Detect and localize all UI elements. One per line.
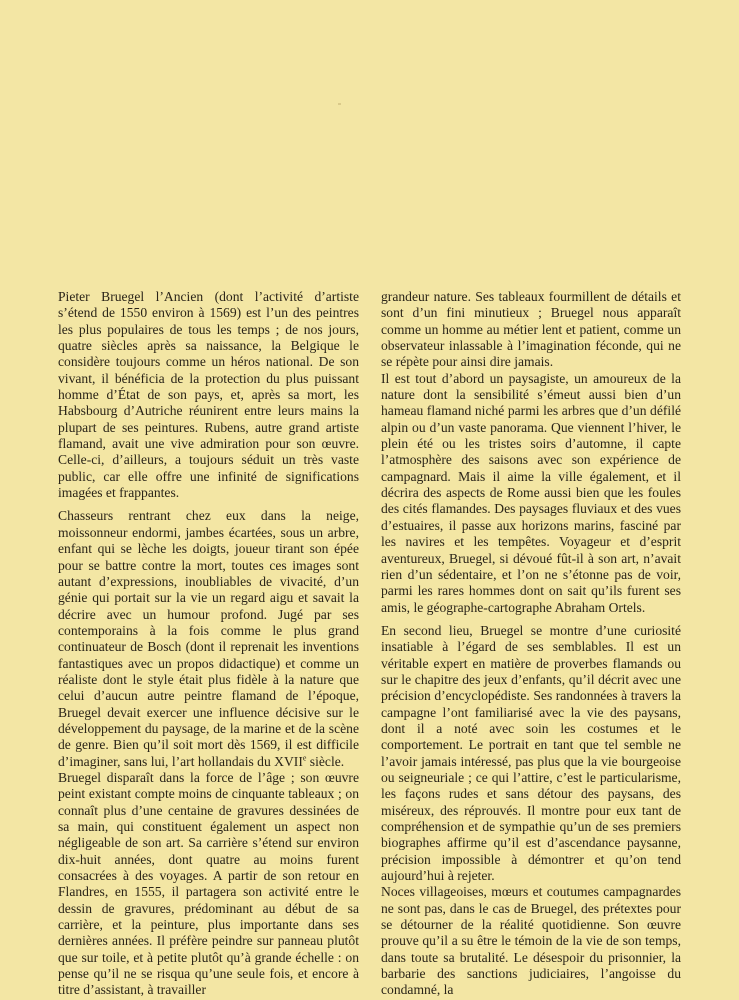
paragraph-scale: grandeur nature. Ses tableaux fourmillent de détails et sont d’un fini minutieux ; Bruegel nous apparaît comme un homme au métier lent et patient, comme un observateur inlassable à l’imagination féconde, qui ne se répète pour ainsi dire jamais.: [381, 289, 681, 370]
paragraph-intro: Pieter Bruegel l’Ancien (dont l’activité d’artiste s’étend de 1550 environ à 1569) est l’un des peintres les plus populaires de tous les temps ; de nos jours, quatre siècles après sa naissance, la Belgique le considère toujours comme un héros national. De son vivant, il bénéficia de la protection du plus puissant homme d’État de son pays, et, après sa mort, les Habsbourg d’Autriche réunirent entre leurs mains la plupart de ses peintures. Rubens, autre grand artiste flamand, avait une vive admiration pour son œuvre. Celle-ci, d’ailleurs, a toujours séduit un très vaste public, car elle offre une infinité de significations imagées et frappantes.: [58, 289, 359, 501]
paragraph-images-text: Chasseurs rentrant chez eux dans la neige, moissonneur endormi, jambes écartées, sous un arbre, enfant qui se lèche les doigts, joueur tirant son épée pour se battre contre la mort, toutes ces images sont autant d’expressions, inoubliables de vivacité, d’un génie qui portait sur la vie un regard aigu et savait la décrire avec un humour profond. Jugé par ses contemporains à la fois comme le plus grand continuateur de Bosch (dont il reprenait les inventions fantastiques avec un propos didactique) et comme un réaliste dont le style était plus fidèle à la nature que celui d’aucun autre peintre flamand de l’époque, Bruegel devait exercer une influence décisive sur le développement du paysage, de la marine et de la scène de genre. Bien qu’il soit mort dès 1569, il est difficile d’imaginer, sans lui, l’art hollandais du XVII: [58, 508, 359, 769]
superscript-e: e: [302, 753, 307, 763]
paragraph-images-end: siècle.: [306, 753, 345, 769]
paper-speck: [338, 103, 341, 105]
left-column: [58, 289, 359, 999]
paragraph-customs: Noces villageoises, mœurs et coutumes campagnardes ne sont pas, dans le cas de Bruegel, des prétextes pour se détourner de la réalité quotidienne. Son œuvre prouve qu’il a su être le témoin de la vie de son temps, dans toute sa brutalité. Le désespoir du prisonnier, la barbarie des sanctions judiciaires, l’angoisse du condamné, la: [381, 884, 681, 998]
paragraph-images: [58, 508, 359, 770]
paragraph-career: Bruegel disparaît dans la force de l’âge ; son œuvre peint existant compte moins de cinquante tableaux ; on connaît plus d’une centaine de gravures dessinées de sa main, qui constituent également un aspect non négligeable de son art. Sa carrière s’étend sur environ dix-huit années, dont quatre au moins furent consacrées à des voyages. A partir de son retour en Flandres, en 1555, il partagera son activité entre le dessin de gravures, prédominant au début de sa carrière, et la peinture, plus importante dans ses dernières années. Il préfère peindre sur panneau plutôt que sur toile, et à petite plutôt qu’à grande échelle : on pense qu’il ne se risqua qu’une seule fois, et encore à titre d’assistant, à travailler: [58, 769, 359, 998]
paragraph-landscape: Il est tout d’abord un paysagiste, un amoureux de la nature dont la sensibilité s’émeut aussi bien d’un hameau flamand niché parmi les arbres que d’un défilé alpin ou d’un vaste panorama. Que viennent l’hiver, le plein été ou les tristes soirs d’automne, il capte l’atmosphère des saisons avec son expérience de campagnard. Mais il aime la ville également, et il décrira des aspects de Rome aussi bien que les foules des cités flamandes. Des paysages fluviaux et des vues d’estuaires, il passe aux horizons marins, fasciné par les navires et les tempêtes. Voyageur et d’esprit aventureux, Bruegel, si dévoué fût-il à son art, n’avait rien d’un sédentaire, et l’on ne s’étonne pas de voir, parmi les rares hommes dont on sait qu’ils furent ses amis, le géographe-cartographe Abraham Ortels.: [381, 370, 681, 615]
paragraph-curiosity: En second lieu, Bruegel se montre d’une curiosité insatiable à l’égard de ses semblables. Il est un véritable expert en matière de proverbes flamands ou sur le chapitre des jeux d’enfants, qu’il décrit avec une précision d’encyclopédiste. Ses randonnées à travers la campagne l’ont familiarisé avec la vie des paysans, dont il a noté avec soin les costumes et le comportement. Le portrait en tant que tel semble ne l’avoir jamais intéressé, pas plus que la vie bourgeoise ou seigneuriale ; ce qui l’attire, c’est le particularisme, les façons rudes et sans détour des paysans, des miséreux, des réprouvés. Il montre pour eux tant de compréhension et de sympathie qu’un de ses premiers biographes affirme qu’il est d’ascendance paysanne, précision impossible à démontrer et qu’on tend aujourd’hui à rejeter.: [381, 622, 681, 884]
right-column: [381, 289, 681, 999]
